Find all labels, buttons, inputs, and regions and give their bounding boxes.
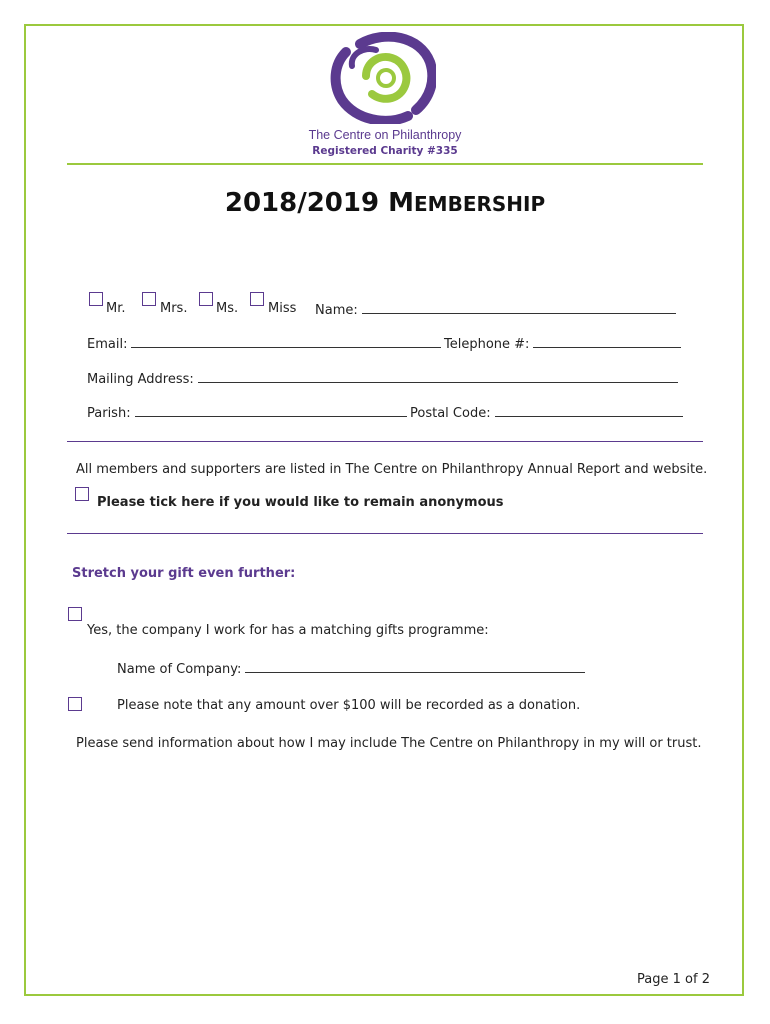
mailing-address-field[interactable]: Mailing Address: — [87, 370, 678, 387]
page-number: Page 1 of 2 — [637, 972, 710, 987]
page-title: 2018/2019 MEMBERSHIP — [224, 188, 546, 218]
section-divider-1 — [67, 441, 703, 442]
label-mr: Mr. — [106, 301, 126, 316]
header-divider — [67, 163, 703, 165]
label-ms: Ms. — [216, 301, 239, 316]
anonymous-notice: All members and supporters are listed in The Centre on Philanthropy Annual Report and website. — [76, 462, 708, 477]
gift-heading: Stretch your gift even further: — [72, 566, 296, 581]
checkbox-mr[interactable] — [89, 292, 103, 306]
label-miss: Miss — [268, 301, 297, 316]
matching-gifts-label: Yes, the company I work for has a matching gifts programme: — [87, 623, 489, 638]
checkbox-matching-gifts[interactable] — [68, 607, 82, 621]
postal-code-field[interactable]: Postal Code: — [410, 404, 683, 421]
page-border — [24, 24, 744, 996]
donation-note: Please note that any amount over $100 will be recorded as a donation. — [117, 698, 581, 713]
company-name-field[interactable]: Name of Company: — [117, 660, 585, 677]
label-mrs: Mrs. — [160, 301, 188, 316]
telephone-field[interactable]: Telephone #: — [444, 335, 681, 352]
name-field[interactable]: Name: — [315, 301, 676, 318]
checkbox-ms[interactable] — [199, 292, 213, 306]
checkbox-donation[interactable] — [68, 697, 82, 711]
charity-number: Registered Charity #335 — [312, 145, 458, 157]
will-trust-info: Please send information about how I may include The Centre on Philanthropy in my will or trust. — [76, 736, 702, 751]
parish-field[interactable]: Parish: — [87, 404, 407, 421]
anonymous-label: Please tick here if you would like to remain anonymous — [97, 495, 504, 510]
checkbox-mrs[interactable] — [142, 292, 156, 306]
centre-on-philanthropy-logo — [330, 32, 436, 124]
email-field[interactable]: Email: — [87, 335, 441, 352]
checkbox-miss[interactable] — [250, 292, 264, 306]
section-divider-2 — [67, 533, 703, 534]
checkbox-anonymous[interactable] — [75, 487, 89, 501]
organization-name: The Centre on Philanthropy — [308, 128, 462, 142]
